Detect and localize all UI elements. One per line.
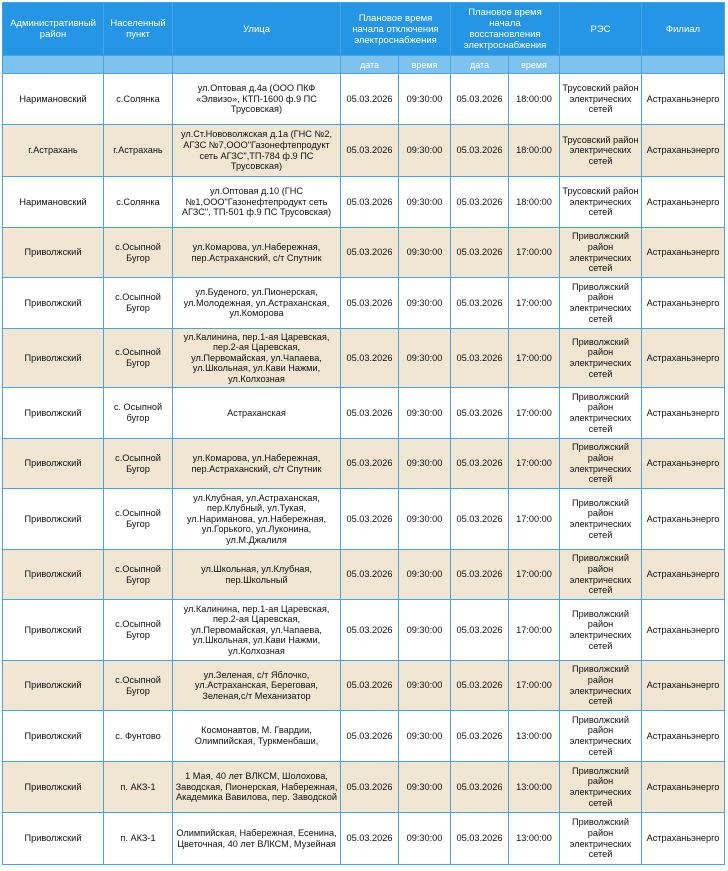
table-row (3, 439, 725, 489)
header-on-time: Плановое время начала восстановления электроснабжения (451, 3, 560, 56)
cell-on-time: 13:00:00 (509, 813, 560, 865)
cell-street: ул.Калинина, пер.1-ая Царевская, пер.2-ая Царевская, ул.Первомайская, ул.Чапаева, ул.Школьная, ул.Кави Нажми, ул.Колхозная (173, 329, 341, 388)
cell-on-date: 05.03.2026 (451, 177, 509, 228)
cell-res: Приволжский район электрических сетей (560, 711, 642, 762)
cell-settlement: с.Осыпной Бугор (104, 278, 173, 329)
cell-on-date: 05.03.2026 (451, 762, 509, 813)
cell-street: ул.Зеленая, с/т Яблочко, ул.Астраханская, Береговая, Зеленая,с/т Механизатор (173, 661, 341, 711)
cell-branch: Астраханьэнерго (642, 74, 725, 125)
cell-on-time: 18:00:00 (509, 125, 560, 177)
cell-res: Трусовский район электрических сетей (560, 74, 642, 125)
cell-branch: Астраханьэнерго (642, 661, 725, 711)
header-off-time: Плановое время начала отключения электроснабжения (341, 3, 451, 56)
table-row (3, 125, 725, 177)
cell-district: Приволжский (3, 228, 104, 278)
cell-on-time: 17:00:00 (509, 600, 560, 661)
cell-branch: Астраханьэнерго (642, 600, 725, 661)
cell-res: Приволжский район электрических сетей (560, 489, 642, 550)
cell-street: ул.Клубная, ул.Астраханская, пер.Клубный, ул.Тукая, ул.Нариманова, ул.Набережная, ул.Горького, ул.Луконина, ул.М.Джалиля (173, 489, 341, 550)
cell-off-time: 09:30:00 (399, 439, 451, 489)
cell-off-date: 05.03.2026 (341, 388, 399, 439)
cell-street: ул.Оптовая д.10 (ГНС №1,ООО"Газонефтепродукт сеть АГЗС", ТП-501 ф.9 ПС Трусовская) (173, 177, 341, 228)
cell-street: ул.Буденого, ул.Пионерская, ул.Молодежная, ул.Астраханская, ул.Коморова (173, 278, 341, 329)
cell-res: Приволжский район электрических сетей (560, 813, 642, 865)
cell-off-time: 09:30:00 (399, 177, 451, 228)
cell-on-date: 05.03.2026 (451, 661, 509, 711)
cell-off-time: 09:30:00 (399, 661, 451, 711)
cell-off-date: 05.03.2026 (341, 228, 399, 278)
cell-street: ул.Ст.Нововолжская д.1а (ГНС №2, АГЗС №7,ООО"Газонефтепродукт сеть АГЗС",ТП-784 ф.9 ПС Трусовская) (173, 125, 341, 177)
cell-res: Трусовский район электрических сетей (560, 125, 642, 177)
cell-settlement: с.Солянка (104, 177, 173, 228)
cell-branch: Астраханьэнерго (642, 439, 725, 489)
cell-settlement: с.Осыпной Бугор (104, 439, 173, 489)
cell-on-time: 17:00:00 (509, 550, 560, 600)
cell-on-date: 05.03.2026 (451, 74, 509, 125)
cell-off-time: 09:30:00 (399, 125, 451, 177)
cell-on-date: 05.03.2026 (451, 278, 509, 329)
cell-on-time: 17:00:00 (509, 278, 560, 329)
cell-off-time: 09:30:00 (399, 762, 451, 813)
subheader-on-date: дата (451, 56, 509, 74)
table-row (3, 74, 725, 125)
cell-res: Трусовский район электрических сетей (560, 177, 642, 228)
cell-off-date: 05.03.2026 (341, 74, 399, 125)
cell-branch: Астраханьэнерго (642, 228, 725, 278)
cell-district: Приволжский (3, 439, 104, 489)
cell-district: Приволжский (3, 762, 104, 813)
subheader-blank (3, 56, 104, 74)
subheader-off-time: время (399, 56, 451, 74)
cell-district: Приволжский (3, 329, 104, 388)
cell-street: ул.Школьная, ул.Клубная, пер.Школьный (173, 550, 341, 600)
cell-branch: Астраханьэнерго (642, 329, 725, 388)
cell-on-time: 18:00:00 (509, 74, 560, 125)
table-row (3, 762, 725, 813)
header-settlement: Населенный пункт (104, 3, 173, 56)
cell-on-date: 05.03.2026 (451, 550, 509, 600)
cell-res: Приволжский район электрических сетей (560, 278, 642, 329)
cell-on-date: 05.03.2026 (451, 711, 509, 762)
subheader-row (3, 56, 725, 74)
cell-district: Приволжский (3, 489, 104, 550)
cell-on-date: 05.03.2026 (451, 125, 509, 177)
cell-on-time: 17:00:00 (509, 489, 560, 550)
cell-off-time: 09:30:00 (399, 600, 451, 661)
cell-on-date: 05.03.2026 (451, 388, 509, 439)
cell-street: ул.Комарова, ул.Набережная, пер.Астраханский, с/т Спутник (173, 439, 341, 489)
table-row (3, 489, 725, 550)
cell-district: Приволжский (3, 813, 104, 865)
subheader-blank (173, 56, 341, 74)
cell-settlement: с. Осыпной бугор (104, 388, 173, 439)
cell-settlement: с.Осыпной Бугор (104, 550, 173, 600)
cell-on-date: 05.03.2026 (451, 489, 509, 550)
cell-res: Приволжский район электрических сетей (560, 329, 642, 388)
cell-street: ул.Калинина, пер.1-ая Царевская, пер.2-ая Царевская, ул.Первомайская, ул.Чапаева, ул.Школьная, ул.Кави Нажми, ул.Колхозная (173, 600, 341, 661)
table-row (3, 813, 725, 865)
cell-off-date: 05.03.2026 (341, 550, 399, 600)
cell-on-date: 05.03.2026 (451, 228, 509, 278)
cell-settlement: с.Осыпной Бугор (104, 661, 173, 711)
cell-on-time: 17:00:00 (509, 661, 560, 711)
cell-settlement: п. АКЗ-1 (104, 762, 173, 813)
cell-off-date: 05.03.2026 (341, 329, 399, 388)
subheader-off-date: дата (341, 56, 399, 74)
cell-branch: Астраханьэнерго (642, 813, 725, 865)
cell-on-time: 13:00:00 (509, 762, 560, 813)
subheader-blank (642, 56, 725, 74)
outage-schedule-table (2, 2, 725, 865)
cell-district: Приволжский (3, 550, 104, 600)
cell-off-date: 05.03.2026 (341, 439, 399, 489)
cell-off-date: 05.03.2026 (341, 489, 399, 550)
cell-res: Приволжский район электрических сетей (560, 388, 642, 439)
cell-settlement: г.Астрахань (104, 125, 173, 177)
cell-branch: Астраханьэнерго (642, 711, 725, 762)
cell-settlement: с.Осыпной Бугор (104, 228, 173, 278)
cell-off-time: 09:30:00 (399, 74, 451, 125)
cell-district: Приволжский (3, 278, 104, 329)
subheader-on-time: время (509, 56, 560, 74)
cell-res: Приволжский район электрических сетей (560, 661, 642, 711)
cell-on-time: 13:00:00 (509, 711, 560, 762)
cell-street: Космонавтов, М. Гвардии, Олимпийская, Туркменбаши, (173, 711, 341, 762)
cell-on-date: 05.03.2026 (451, 600, 509, 661)
table-row (3, 550, 725, 600)
cell-off-date: 05.03.2026 (341, 177, 399, 228)
cell-off-date: 05.03.2026 (341, 278, 399, 329)
table-row (3, 228, 725, 278)
cell-on-date: 05.03.2026 (451, 329, 509, 388)
cell-street: ул.Комарова, ул.Набережная, пер.Астраханский, с/т Спутник (173, 228, 341, 278)
table-row (3, 600, 725, 661)
cell-district: Приволжский (3, 388, 104, 439)
cell-on-time: 17:00:00 (509, 439, 560, 489)
table-body (3, 74, 725, 865)
cell-off-time: 09:30:00 (399, 228, 451, 278)
cell-settlement: с. Фунтово (104, 711, 173, 762)
table-row (3, 278, 725, 329)
header-row (3, 3, 725, 56)
cell-branch: Астраханьэнерго (642, 125, 725, 177)
cell-street: 1 Мая, 40 лет ВЛКСМ, Шолохова, Заводская, Пионерская, Набережная, Академика Вавилова, пер. Заводской (173, 762, 341, 813)
cell-branch: Астраханьэнерго (642, 762, 725, 813)
cell-branch: Астраханьэнерго (642, 278, 725, 329)
cell-settlement: с.Осыпной Бугор (104, 329, 173, 388)
cell-district: Наримановский (3, 74, 104, 125)
header-district: Административный район (3, 3, 104, 56)
cell-off-time: 09:30:00 (399, 329, 451, 388)
cell-on-time: 17:00:00 (509, 228, 560, 278)
cell-off-time: 09:30:00 (399, 813, 451, 865)
subheader-blank (104, 56, 173, 74)
cell-settlement: с.Осыпной Бугор (104, 489, 173, 550)
header-branch: Филиал (642, 3, 725, 56)
cell-on-time: 17:00:00 (509, 388, 560, 439)
cell-off-date: 05.03.2026 (341, 711, 399, 762)
cell-res: Приволжский район электрических сетей (560, 228, 642, 278)
cell-district: Приволжский (3, 661, 104, 711)
table-row (3, 711, 725, 762)
cell-district: Приволжский (3, 600, 104, 661)
cell-off-date: 05.03.2026 (341, 661, 399, 711)
cell-on-time: 18:00:00 (509, 177, 560, 228)
table-row (3, 661, 725, 711)
cell-on-date: 05.03.2026 (451, 439, 509, 489)
cell-off-time: 09:30:00 (399, 550, 451, 600)
cell-off-date: 05.03.2026 (341, 600, 399, 661)
cell-off-date: 05.03.2026 (341, 813, 399, 865)
cell-street: Астраханская (173, 388, 341, 439)
cell-settlement: с.Осыпной Бугор (104, 600, 173, 661)
cell-off-date: 05.03.2026 (341, 762, 399, 813)
table-row (3, 329, 725, 388)
subheader-blank (560, 56, 642, 74)
table-row (3, 177, 725, 228)
cell-street: ул.Оптовая д.4а (ООО ПКФ «Элвизо», КТП-1600 ф.9 ПС Трусовская) (173, 74, 341, 125)
table-row (3, 388, 725, 439)
cell-off-time: 09:30:00 (399, 278, 451, 329)
cell-off-time: 09:30:00 (399, 711, 451, 762)
cell-off-time: 09:30:00 (399, 388, 451, 439)
cell-settlement: п. АКЗ-1 (104, 813, 173, 865)
cell-branch: Астраханьэнерго (642, 550, 725, 600)
cell-district: г.Астрахань (3, 125, 104, 177)
cell-res: Приволжский район электрических сетей (560, 550, 642, 600)
cell-off-date: 05.03.2026 (341, 125, 399, 177)
cell-res: Приволжский район электрических сетей (560, 439, 642, 489)
cell-settlement: с.Солянка (104, 74, 173, 125)
header-res: РЭС (560, 3, 642, 56)
cell-street: Олимпийская, Набережная, Есенина, Цветочная, 40 лет ВЛКСМ, Музейная (173, 813, 341, 865)
cell-branch: Астраханьэнерго (642, 489, 725, 550)
cell-district: Наримановский (3, 177, 104, 228)
header-street: Улица (173, 3, 341, 56)
cell-branch: Астраханьэнерго (642, 177, 725, 228)
cell-on-time: 17:00:00 (509, 329, 560, 388)
cell-off-time: 09:30:00 (399, 489, 451, 550)
cell-branch: Астраханьэнерго (642, 388, 725, 439)
cell-district: Приволжский (3, 711, 104, 762)
cell-on-date: 05.03.2026 (451, 813, 509, 865)
cell-res: Приволжский район электрических сетей (560, 762, 642, 813)
cell-res: Приволжский район электрических сетей (560, 600, 642, 661)
